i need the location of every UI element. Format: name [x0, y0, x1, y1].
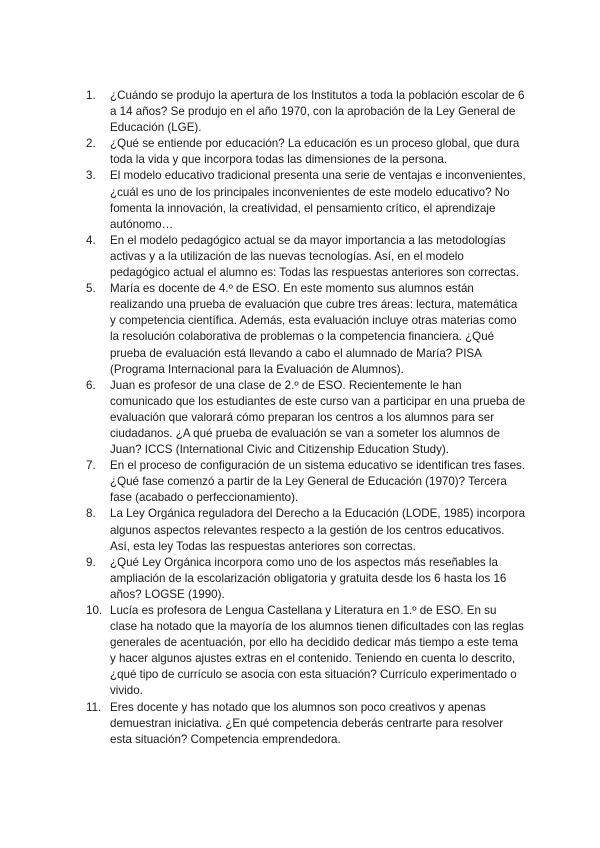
question-list	[86, 88, 526, 748]
item-number: 1.	[86, 89, 96, 102]
item-text: Eres docente y has notado que los alumnos son poco creativos y apenas demuestran iniciativa. ¿En qué competencia deberás centrarte para resolver esta situación? Competencia emprendedora.	[110, 700, 504, 746]
item-text: ¿Qué se entiende por educación? La educación es un proceso global, que dura toda la vida y que incorpora todas las dimensiones de la persona.	[110, 137, 520, 167]
list-item	[86, 458, 526, 506]
item-text: El modelo educativo tradicional presenta una serie de ventajas e inconvenientes, ¿cuál es uno de los principales inconvenientes de este modelo educativo? No fomenta la innovación, la creatividad, el pensamiento crítico, el aprendizaje autónomo…	[110, 169, 526, 231]
item-number: 7.	[86, 459, 96, 473]
list-item	[86, 555, 526, 603]
list-item	[86, 700, 526, 748]
item-number: 5.	[86, 282, 96, 296]
list-item	[86, 233, 526, 281]
item-text: En el modelo pedagógico actual se da mayor importancia a las metodologías activas y a la utilización de las nuevas tecnologías. Así, en el modelo pedagógico actual el alumno es: Todas las respuestas anteriores son correctas.	[110, 233, 520, 280]
item-number: 2.	[86, 137, 96, 151]
list-item	[86, 281, 526, 378]
item-number: 6.	[86, 378, 96, 392]
item-text: Lucía es profesora de Lengua Castellana y Literatura en 1.º de ESO. En su clase ha notado que la mayoría de los alumnos tienen dificultades con las reglas generales de acentuación, por ello ha decidido dedicar más tiempo a este tema y hacer algunos ajustes extras en el contenido. Teniendo en cuenta lo descrito, ¿qué tipo de currículo se asocia con esta situación? Currículo experimentado o vivido.	[110, 604, 524, 698]
item-number: 10.	[86, 604, 103, 617]
item-text: ¿Qué Ley Orgánica incorpora como uno de los aspectos más reseñables la ampliación de la escolarización obligatoria y gratuita desde los 6 hasta los 16 años? LOGSE (1990).	[110, 555, 507, 601]
item-text: Juan es profesor de una clase de 2.º de ESO. Recientemente le han comunicado que los estudiantes de este curso van a participar en una prueba de evaluación que valorará cómo preparan los centros a los alumnos para ser ciudadanos. ¿A qué prueba de evaluación se van a someter los alumnos de Juan? ICCS (International Civic and Citizenship Education Study).	[110, 378, 526, 457]
list-item	[86, 378, 526, 458]
list-item	[86, 168, 526, 232]
item-text: En el proceso de configuración de un sistema educativo se identifican tres fases. ¿Qué fase comenzó a partir de la Ley General de Educación (1970)? Tercera fase (acabado o perfeccionamiento).	[110, 459, 526, 505]
item-text: ¿Cuándo se produjo la apertura de los Institutos a toda la población escolar de 6 a 14 años? Se produjo en el año 1970, con la aprobación de la Ley General de Educación (LGE).	[110, 89, 525, 135]
list-item	[86, 506, 526, 554]
list-item	[86, 136, 526, 168]
item-number: 11.	[86, 700, 102, 714]
item-number: 4.	[86, 233, 96, 247]
list-item	[86, 88, 526, 136]
item-text: María es docente de 4.º de ESO. En este momento sus alumnos están realizando una prueba de evaluación que cubre tres áreas: lectura, matemática y competencia científica. Además, esta evaluación incluye otras materias como la resolución colaborativa de problemas o la competencia financiera. ¿Qué prueba de evaluación está llevando a cabo el alumnado de María? PISA (Programa Internacional para la Evaluación de Alumnos).	[110, 282, 518, 376]
list-item	[86, 603, 526, 700]
item-number: 9.	[86, 555, 96, 569]
item-text: La Ley Orgánica reguladora del Derecho a la Educación (LODE, 1985) incorpora algunos aspectos relevantes respecto a la gestión de los centros educativos. Así, esta ley Todas las respuestas anteriores son correctas.	[110, 507, 526, 553]
item-number: 8.	[86, 507, 96, 521]
item-number: 3.	[86, 169, 96, 183]
